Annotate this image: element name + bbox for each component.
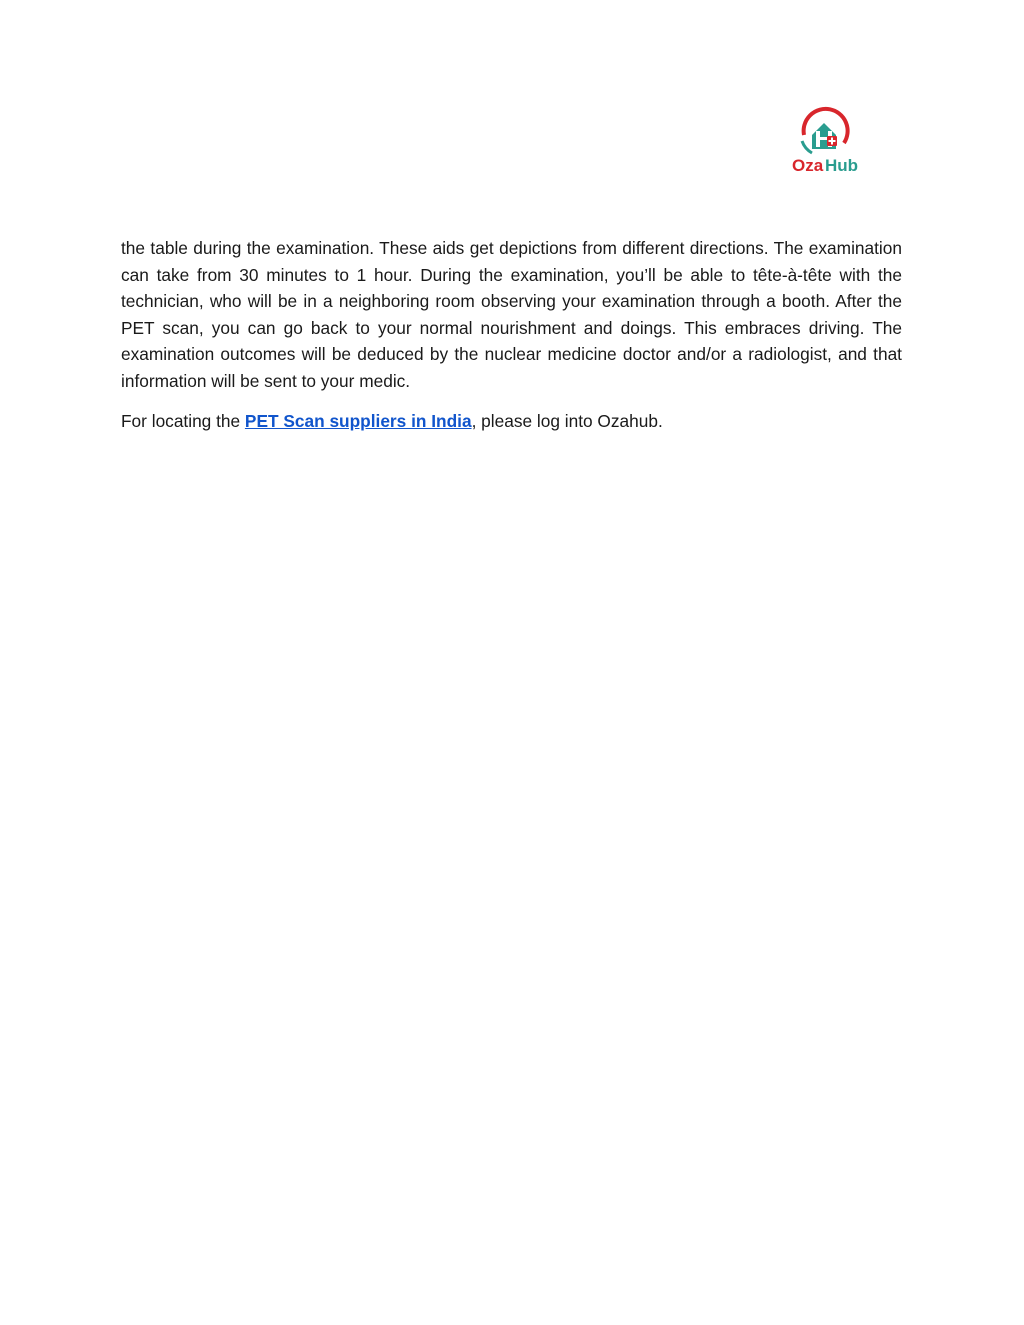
ozahub-logo [786,105,866,175]
body-paragraph-2 [121,408,902,435]
logo-wordmark-hub: Hub [825,156,859,175]
paragraph-2-prefix: For locating the [121,411,245,431]
paragraph-2-suffix: , please log into Ozahub. [471,411,663,431]
ozahub-logo-icon [786,105,866,175]
pet-scan-suppliers-link[interactable]: PET Scan suppliers in India [244,411,472,431]
logo-wordmark-oza: Oza [792,156,824,175]
body-paragraph-1: the table during the examination. These aids get depictions from different directions. The examination can take from 30 minutes to 1 hour. During the examination, you’ll be able to tête-à-tête with the technician, who will be in a neighboring room observing your examination through a booth. After the PET scan, you can go back to your normal nourishment and doings. This embraces driving. The examination outcomes will be deduced by the nuclear medicine doctor and/or a radiologist, and that information will be sent to your medic. [121,238,902,391]
